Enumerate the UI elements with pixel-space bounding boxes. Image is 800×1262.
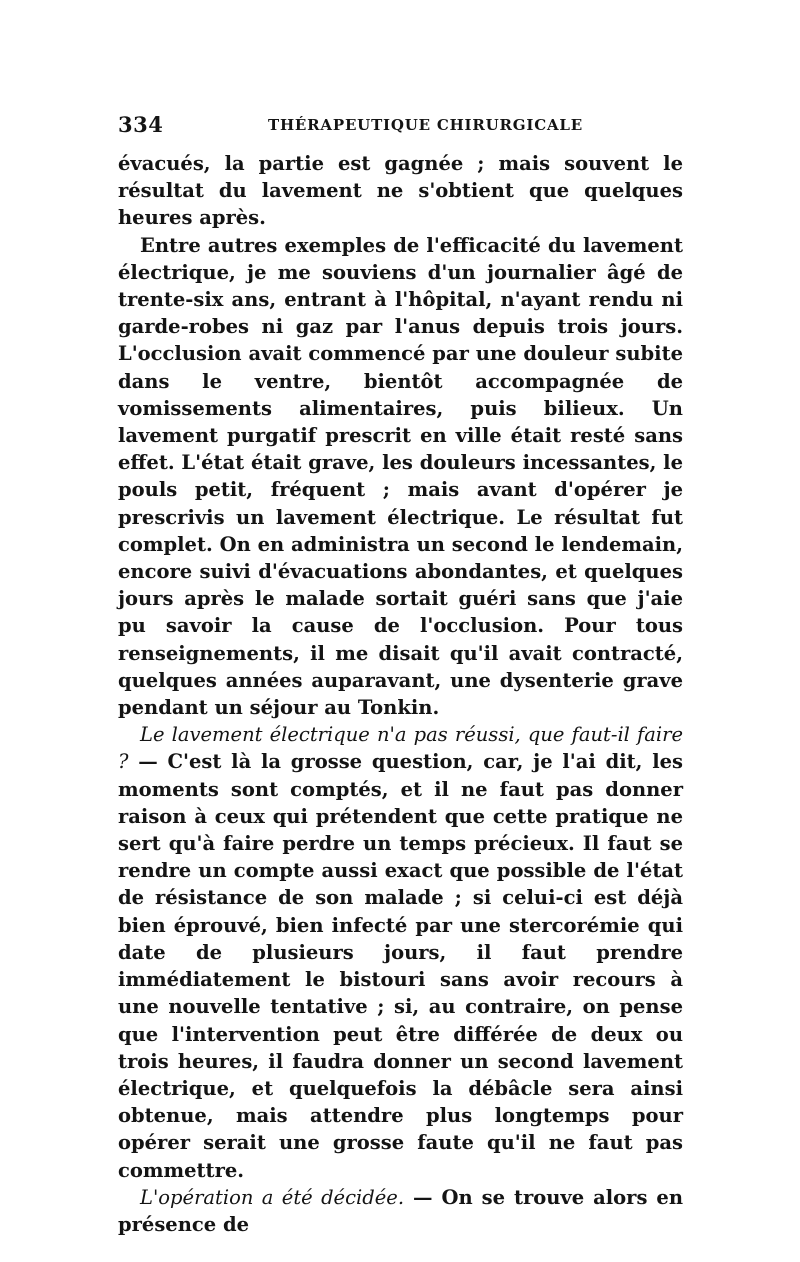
paragraph-continuation: [118, 150, 683, 232]
paragraph-text: — C'est là la grosse question, car, je l'ai dit, les moments sont comptés, et il ne faut pas donner raison à ceux qui prétendent que cette pratique ne sert qu'à faire perdre un temps précieux. Il faut se rendre un compte aussi exact que possible de l'état de résistance de son malade ; si celui-ci est déjà bien éprouvé, bien infecté par une stercorémie qui date de plusieurs jours, il faut prendre immédiatement le bistouri sans avoir recours à une nouvelle tentative ; si, au contraire, on pense que l'intervention peut être différée de deux ou trois heures, il faudra donner un second lavement électrique, et quelquefois la débâcle sera ainsi obtenue, mais attendre plus longtemps pour opérer serait une grosse faute qu'il ne faut pas commettre.: [118, 750, 683, 1182]
page-header: [118, 112, 682, 142]
body-text: [118, 150, 683, 1238]
paragraph-text: Entre autres exemples de l'efficacité du lavement électrique, je me souviens d'un journalier âgé de trente-six ans, entrant à l'hôpital, n'ayant rendu ni garde-robes ni gaz par l'anus depuis trois jours. L'occlusion avait commencé par une douleur subite dans le ventre, bientôt accompagnée de vomissements alimentaires, puis bilieux. Un lavement purgatif prescrit en ville était resté sans effet. L'état était grave, les douleurs incessantes, le pouls petit, fréquent ; mais avant d'opérer je prescrivis un lavement électrique. Le résultat fut complet. On en administra un second le lendemain, encore suivi d'évacuations abondantes, et quelques jours après le malade sortait guéri sans que j'aie pu savoir la cause de l'occlusion. Pour tous renseignements, il me disait qu'il avait contracté, quelques années auparavant, une dysenterie grave pendant un séjour au Tonkin.: [118, 233, 683, 720]
paragraph-question: [118, 721, 683, 1183]
paragraph-text: — On se trouve alors en présence de: [118, 1185, 683, 1236]
page-number: 334: [118, 112, 164, 137]
paragraph-example: [118, 232, 683, 722]
running-head: THÉRAPEUTIQUE CHIRURGICALE: [268, 116, 583, 134]
paragraph-text: évacués, la partie est gagnée ; mais souvent le résultat du lavement ne s'obtient que quelques heures après.: [118, 152, 683, 230]
italic-lead: Le lavement électrique n'a pas réussi, que faut-il faire ?: [118, 723, 683, 774]
paragraph-operation: [118, 1184, 683, 1238]
italic-lead: L'opération a été décidée.: [140, 1185, 405, 1209]
